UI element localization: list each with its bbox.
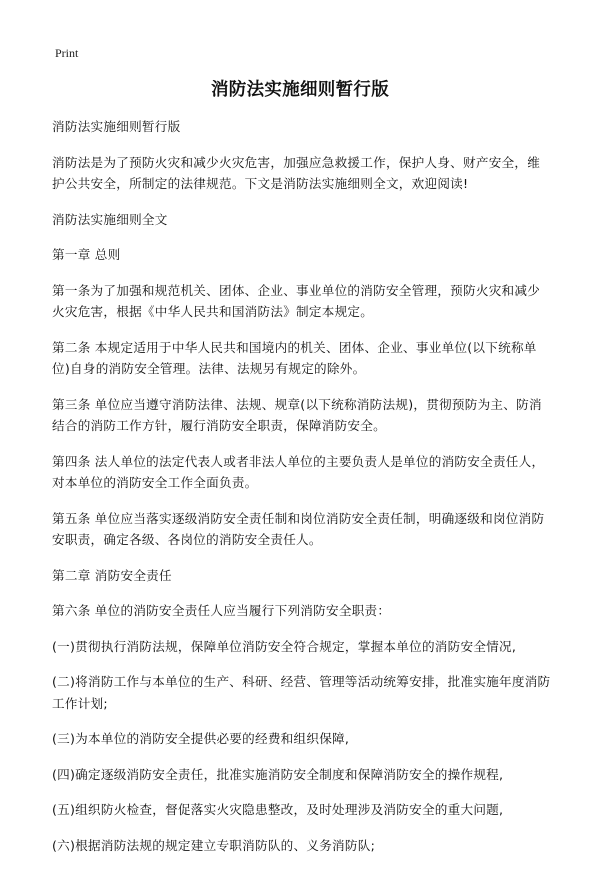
article-3: 第三条 单位应当遵守消防法律、法规、规章(以下统称消防法规)，贯彻预防为主、防消结合的消防工作方针，履行消防安全职责，保障消防安全。 [52,396,542,433]
paragraph-fulltext-heading: 消防法实施细则全文 [52,211,168,227]
list-item: (六)根据消防法规的规定建立专职消防队的、义务消防队; [52,837,376,853]
article-4: 第四条 法人单位的法定代表人或者非法人单位的主要负责人是单位的消防安全责任人，对本单位的消防安全工作全面负责。 [52,453,545,490]
list-item: (四)确定逐级消防安全责任，批准实施消防安全制度和保障消防安全的操作规程, [52,766,504,782]
print-link[interactable]: Print [55,46,79,60]
chapter-heading-2: 第二章 消防安全责任 [52,567,172,583]
list-item: (一)贯彻执行消防法规，保障单位消防安全符合规定，掌握本单位的消防安全情况, [52,638,517,654]
article-2: 第二条 本规定适用于中华人民共和国境内的机关、团体、企业、事业单位(以下统称单位)自身的消防安全管理。法律、法规另有规定的除外。 [52,339,537,376]
list-item: (三)为本单位的消防安全提供必要的经费和组织保障, [52,731,350,746]
article-6: 第六条 单位的消防安全责任人应当履行下列消防安全职责： [52,603,391,618]
paragraph-intro: 消防法是为了预防火灾和减少火灾危害，加强应急救援工作，保护人身、财产安全，维护公共安全，所制定的法律规范。下文是消防法实施细则全文，欢迎阅读! [52,154,541,191]
list-item: (五)组织防火检查，督促落实火灾隐患整改，及时处理涉及消防安全的重大问题, [52,802,504,817]
document-body [52,116,552,870]
document-title: 消防法实施细则暂行版 [211,80,389,100]
list-item: (二)将消防工作与本单位的生产、科研、经营、管理等活动统筹安排，批准实施年度消防工作计划; [52,674,551,711]
paragraph-subtitle: 消防法实施细则暂行版 [52,119,181,134]
article-5: 第五条 单位应当落实逐级消防安全责任制和岗位消防安全责任制，明确逐级和岗位消防安职责，确定各级、各岗位的消防安全责任人。 [52,510,545,547]
article-1: 第一条为了加强和规范机关、团体、企业、事业单位的消防安全管理，预防火灾和减少火灾危害，根据《中华人民共和国消防法》制定本规定。 [52,282,541,319]
chapter-heading-1: 第一章 总则 [52,247,121,262]
